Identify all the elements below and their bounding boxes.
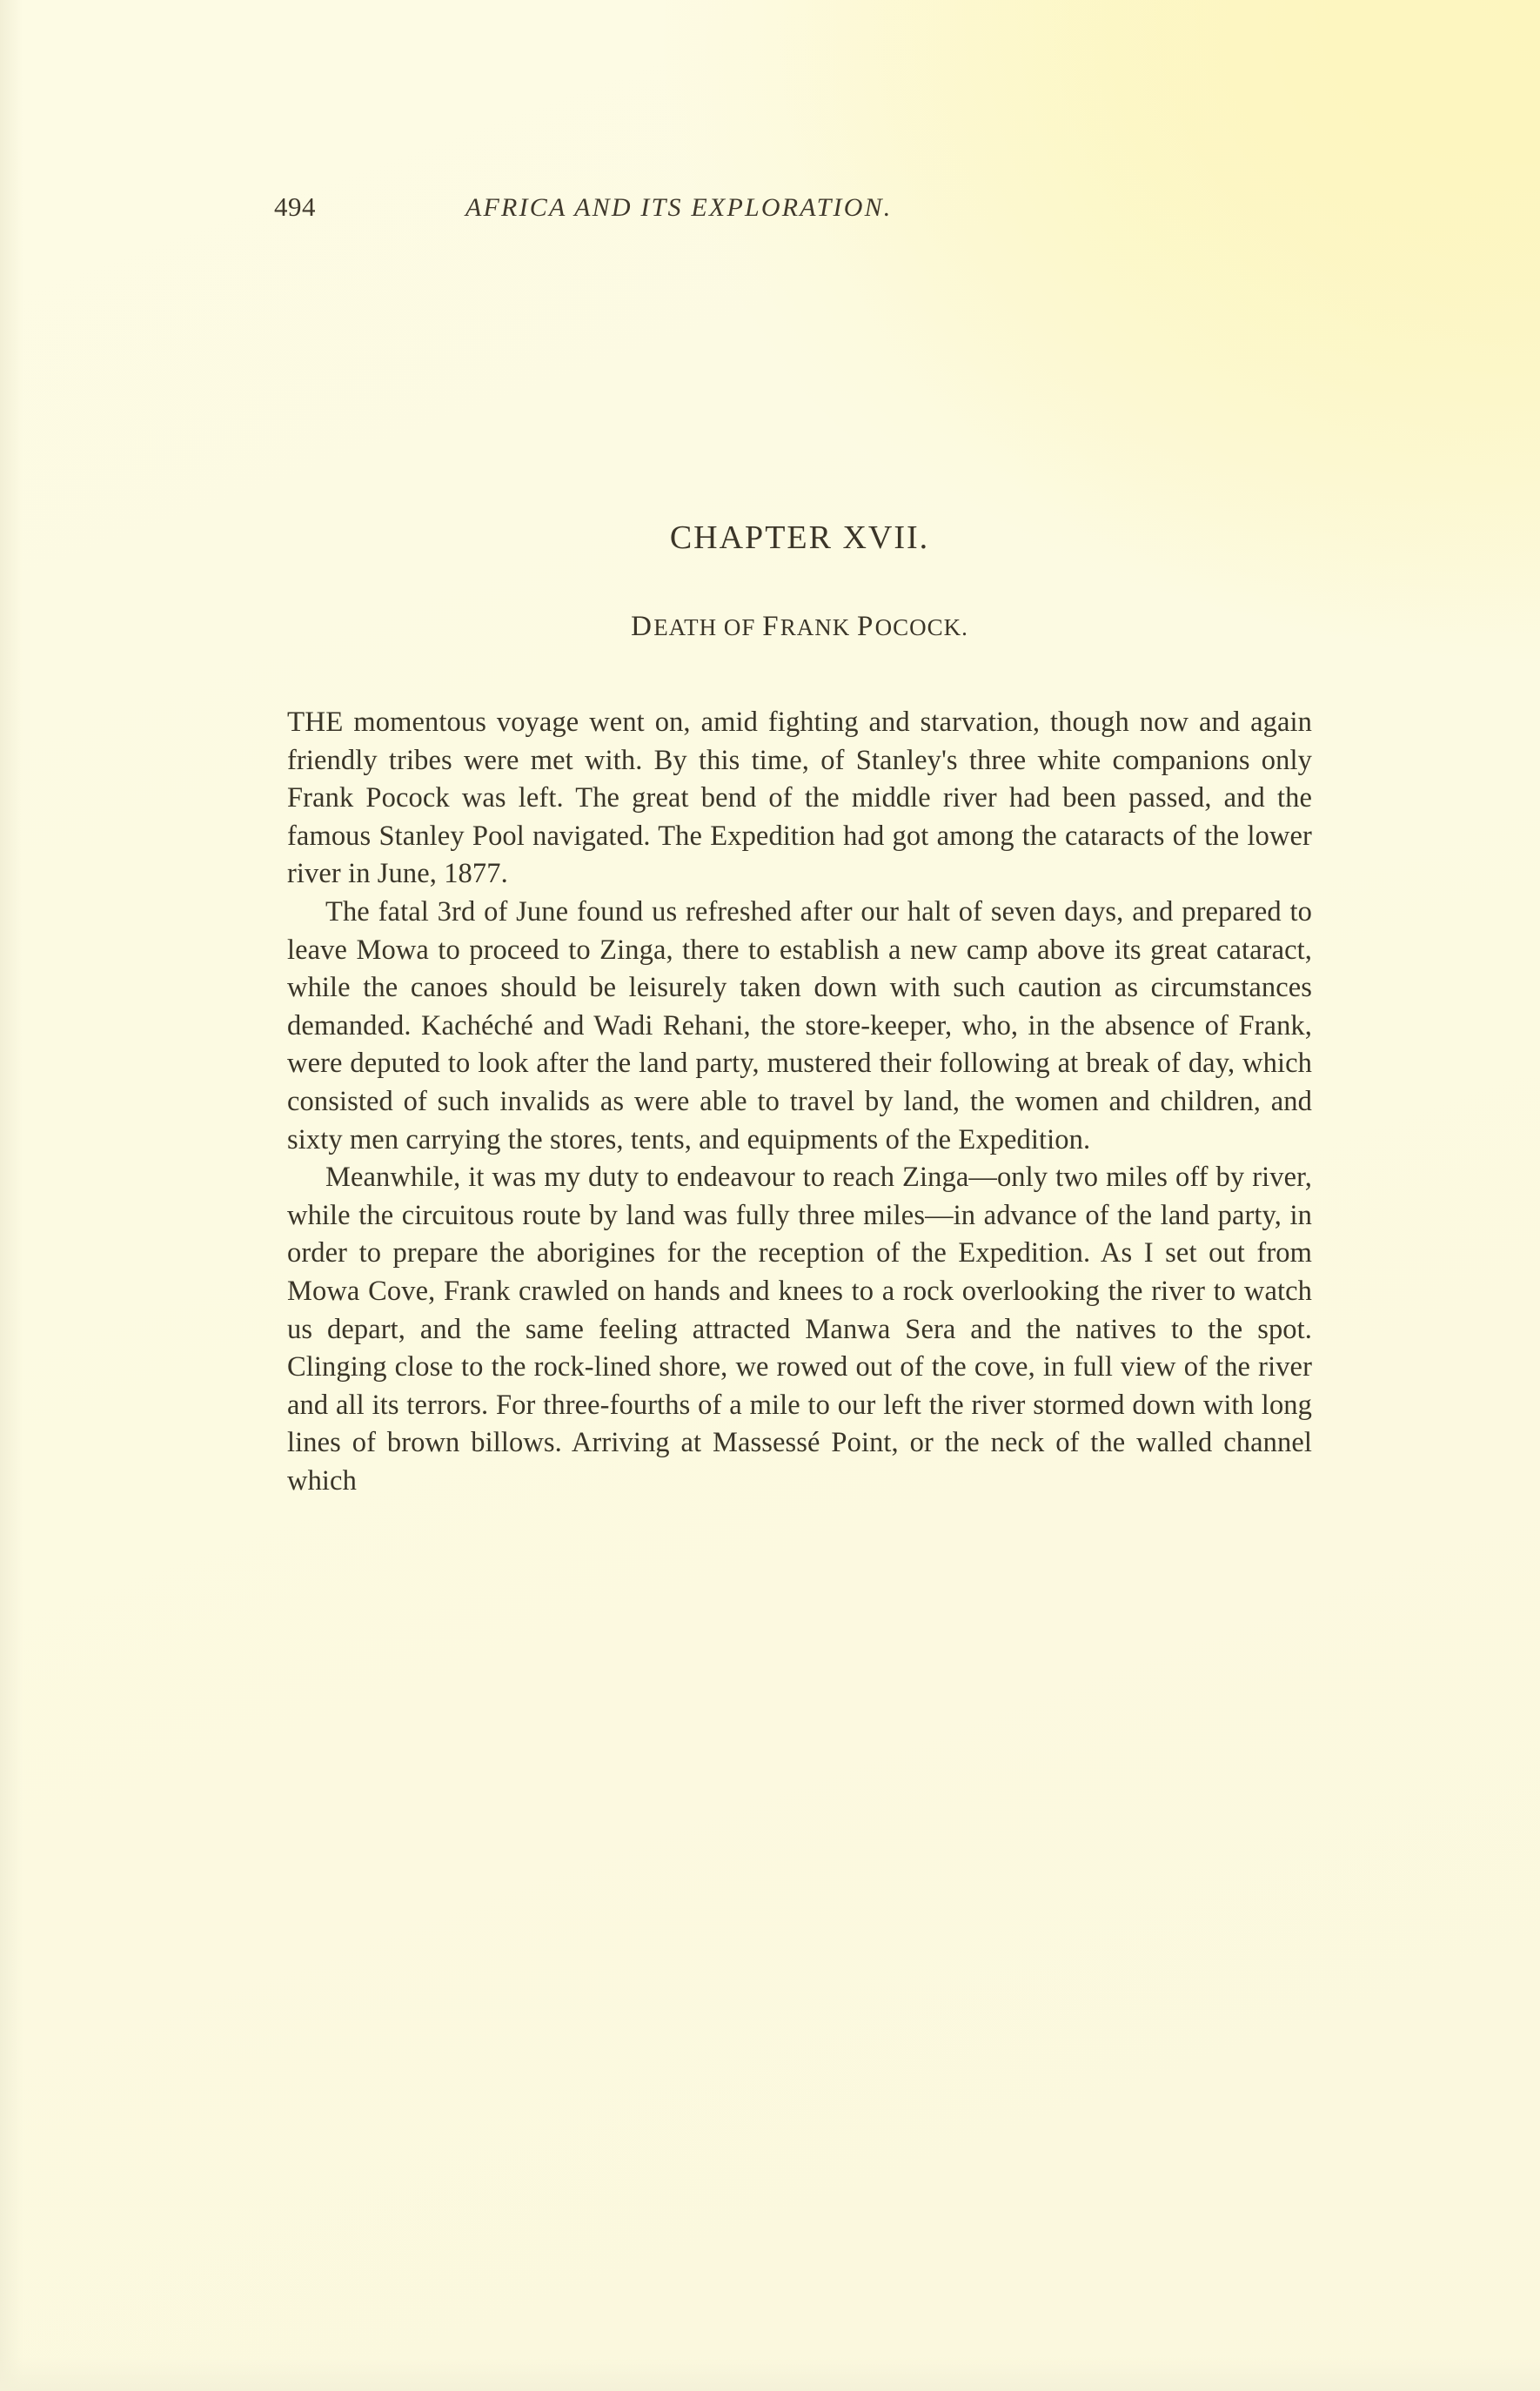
chapter-title [287, 611, 1312, 643]
page-number: 494 [274, 191, 316, 222]
chapter-title-lead-p: P [857, 611, 875, 642]
running-head-title: AFRICA AND ITS EXPLORATION. [465, 193, 893, 222]
chapter-number: CHAPTER XVII. [669, 519, 930, 556]
paragraph-1-text: momentous voyage went on, amid fighting and starvation, though now and again friendly tribes were met with. By this time, of Stanley's three white companions only Frank Pocock was left. The great bend of the middle river had been passed, and the famous Stanley Pool navigated. The Expedition had got among the cataracts of the lower river in June, 1877. [287, 707, 1312, 890]
body-paragraph-3 [287, 1159, 1312, 1500]
chapter-title-part-1: EATH OF [653, 614, 763, 640]
page-left-edge-shadow [0, 0, 23, 2391]
chapter-title-part-2: RANK [780, 614, 858, 640]
page-content [274, 191, 1312, 1500]
body-paragraph-2 [287, 894, 1312, 1159]
page-bottom-edge-shadow [0, 2356, 1540, 2391]
chapter-title-lead-f: F [762, 611, 780, 642]
chapter-title-part-3: OCOCK. [874, 614, 968, 640]
body-paragraph-1 [287, 704, 1312, 894]
paragraph-1-lead-word: THE [287, 707, 344, 738]
running-head [274, 191, 1312, 223]
chapter-title-lead-d: D [631, 611, 654, 642]
paragraph-2-text: The fatal 3rd of June found us refreshed after our halt of seven days, and prepared to leave Mowa to proceed to Zinga, there to establish a new camp above its great cataract, while the canoes should be leisurely taken down with such caution as circumstances demanded. Kachéché and Wadi Rehani, the store-keeper, who, in the absence of Frank, were deputed to look after the land party, mustered their following at break of day, which consisted of such invalids as were able to travel by land, the women and children, and sixty men carrying the stores, tents, and equipments of the Expedition. [287, 895, 1312, 1155]
paragraph-3-text: Meanwhile, it was my duty to endeavour to reach Zinga—only two miles off by river, while the circuitous route by land was fully three miles—in advance of the land party, in order to prepare the aborigines for the reception of the Expedition. As I set out from Mowa Cove, Frank crawled on hands and knees to a rock overlooking the river to watch us depart, and the same feeling attracted Manwa Sera and the natives to the spot. Clinging close to the rock-lined shore, we rowed out of the cove, in full view of the river and all its terrors. For three-fourths of a mile to our left the river stormed down with long lines of brown billows. Arriving at Massessé Point, or the neck of the walled channel which [287, 1162, 1312, 1497]
